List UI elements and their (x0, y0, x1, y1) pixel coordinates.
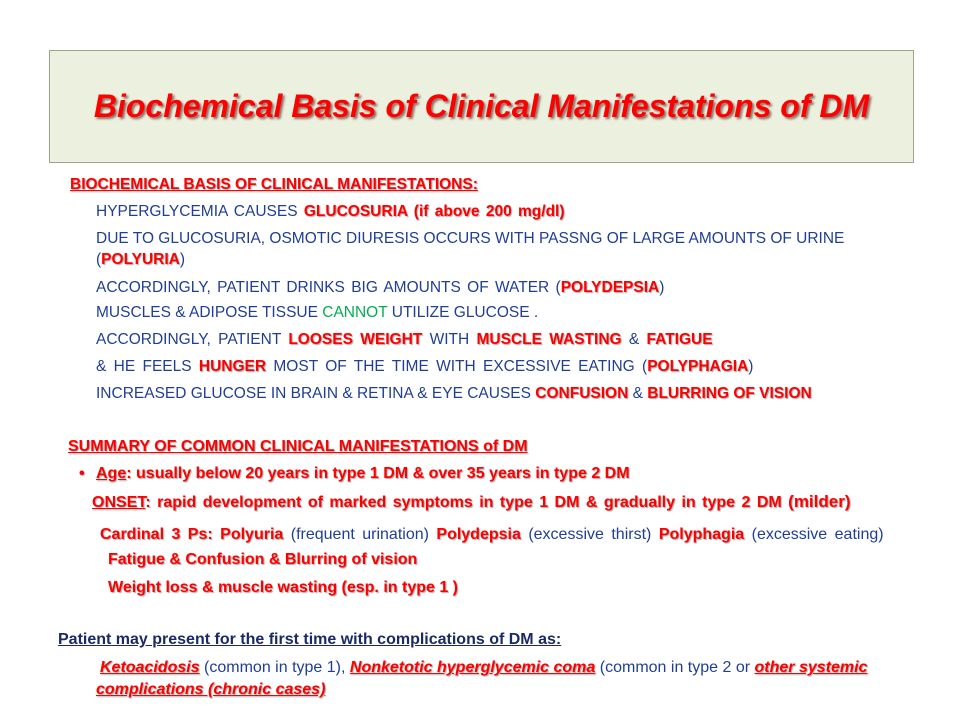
complications-heading: Patient may present for the first time with complications of DM as: (58, 631, 562, 648)
hunger-line (96, 357, 753, 377)
hunger-text-before: & HE FEELS (96, 358, 192, 375)
onset-line (92, 492, 851, 513)
polyuria-open-paren: ( (96, 251, 102, 268)
fatigue-line: Fatigue & Confusion & Blurring of vision (108, 551, 418, 568)
weight-text-with: WITH (429, 331, 470, 348)
weight-highlight-muscle-wasting: MUSCLE WASTING (476, 331, 622, 348)
polydepsia-cause-text: ACCORDINGLY, PATIENT DRINKS BIG AMOUNTS OF WATER (96, 279, 550, 296)
other-complications-text-continued: complications (chronic cases) (96, 681, 326, 698)
cardinal-line (100, 525, 884, 545)
vision-highlight-confusion: CONFUSION (535, 385, 629, 402)
weight-highlight-fatigue: FATIGUE (646, 331, 713, 348)
age-bullet: • (79, 465, 85, 482)
vision-text-before: INCREASED GLUCOSE IN BRAIN & RETINA & EYE CAUSES (96, 385, 531, 402)
ketoacidosis-text: Ketoacidosis (100, 659, 200, 676)
age-line (96, 464, 630, 484)
muscles-cannot-highlight: CANNOT (322, 304, 388, 321)
cardinal-label: Cardinal 3 Ps: (100, 526, 213, 543)
ketoacidosis-note: (common in type 1), (204, 659, 346, 676)
weight-text-before: ACCORDINGLY, PATIENT (96, 331, 282, 348)
slide-title: Biochemical Basis of Clinical Manifestations of DM (93, 88, 870, 124)
complications-line-continued (96, 680, 325, 700)
cardinal-polyuria-note: (frequent urination) (290, 526, 429, 543)
polyuria-line (96, 229, 844, 249)
hunger-text-middle: MOST OF THE TIME WITH EXCESSIVE EATING (273, 358, 635, 375)
hunger-highlight: HUNGER (198, 358, 267, 375)
age-label: Age (96, 465, 127, 482)
cardinal-polyuria: Polyuria (220, 526, 284, 543)
vision-highlight-blurring: BLURRING OF VISION (647, 385, 812, 402)
polydepsia-line (96, 278, 664, 298)
age-colon: : (126, 465, 132, 482)
weight-loss-summary-line: Weight loss & muscle wasting (esp. in type 1 ) (108, 579, 458, 596)
glucosuria-highlight: GLUCOSURIA (if above 200 mg/dl) (303, 203, 565, 220)
weight-text-ampersand: & (628, 331, 640, 348)
muscles-text-after: UTILIZE GLUCOSE . (391, 304, 539, 321)
polyphagia-close-paren: ) (748, 358, 754, 375)
onset-colon: : (145, 494, 151, 511)
cardinal-polydepsia-note: (excessive thirst) (528, 526, 652, 543)
polydepsia-open-paren: ( (555, 279, 561, 296)
cardinal-polyphagia-note: (excessive eating) (751, 526, 884, 543)
polyuria-cause-text: DUE TO GLUCOSURIA, OSMOTIC DIURESIS OCCURS WITH PASSNG OF LARGE AMOUNTS OF URINE (96, 230, 845, 247)
polyphagia-highlight: POLYPHAGIA (647, 358, 749, 375)
polyuria-highlight: POLYURIA (101, 251, 180, 268)
nonketotic-coma-text: Nonketotic hyperglycemic coma (349, 659, 596, 676)
cardinal-polyphagia: Polyphagia (658, 526, 745, 543)
polyphagia-open-paren: ( (642, 358, 648, 375)
polydepsia-close-paren: ) (659, 279, 665, 296)
glucosuria-line (96, 202, 565, 222)
basis-heading: BIOCHEMICAL BASIS OF CLINICAL MANIFESTATIONS: (70, 176, 478, 193)
vision-text-ampersand: & (632, 385, 643, 402)
nonketotic-coma-note: (common in type 2 or (599, 659, 751, 676)
onset-milder: (milder) (788, 492, 851, 511)
polydepsia-highlight: POLYDEPSIA (560, 279, 660, 296)
glucosuria-cause-text: HYPERGLYCEMIA CAUSES (96, 203, 298, 220)
onset-label: ONSET (92, 494, 146, 511)
age-text: usually below 20 years in type 1 DM & over 35 years in type 2 DM (136, 465, 630, 482)
muscles-text-before: MUSCLES & ADIPOSE TISSUE (96, 304, 318, 321)
summary-heading: SUMMARY OF COMMON CLINICAL MANIFESTATIONS of DM (68, 438, 528, 455)
title-box (49, 50, 914, 163)
weight-loss-line (96, 330, 713, 350)
other-complications-text: other systemic (754, 659, 868, 676)
polyuria-line-continued (96, 250, 185, 270)
complications-line (100, 658, 867, 678)
polyuria-close-paren: ) (179, 251, 186, 268)
onset-text: rapid development of marked symptoms in type 1 DM & gradually in type 2 DM (157, 494, 782, 511)
vision-line (96, 384, 812, 404)
muscles-line (96, 303, 538, 323)
cardinal-polydepsia: Polydepsia (436, 526, 521, 543)
weight-highlight-loses-weight: LOOSES WEIGHT (288, 331, 423, 348)
